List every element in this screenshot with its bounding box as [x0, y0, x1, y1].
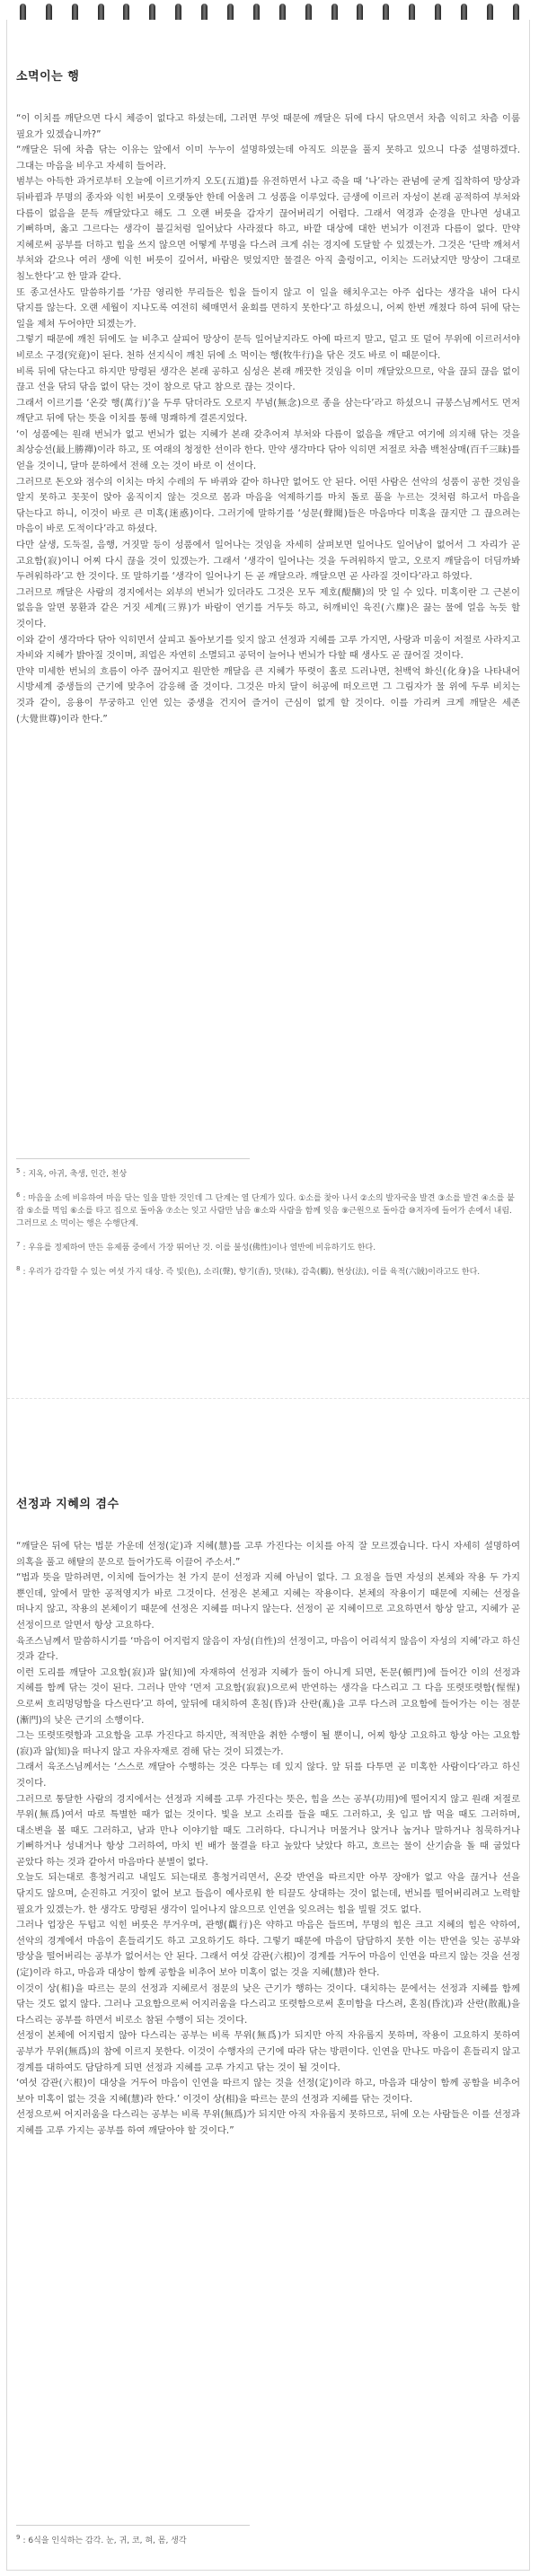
- footnote-text: : 마음을 소에 비유하여 마음 닦는 일을 말한 것인데 그 단계는 열 단계가 있다. ①소를 찾아 나서 ②소의 발자국을 발견 ③소를 발견 ④소를 붙잡 ⑤소를 먹임 ⑥소를 타고 집으로 돌아옴 ⑦소는 잊고 사람만 남음 ⑧소와 사람을 함께 잊음 ⑨근원으로 돌아감 ⑩저자에 들어가 손에서 내림. 그러므로 소 먹이는 행은 수행단계.: [16, 1194, 515, 1228]
- footnotes-section-2: [16, 2525, 520, 2555]
- paragraph: 오늘도 되는대로 흥청거리고 내일도 되는대로 흥청거리면서, 온갖 반연을 따르지만 아무 장애가 없고 악을 끊거나 선을 닦지도 않으며, 순진하고 거짓이 없어 보고 들음이 예사로워 한 티끌도 상대하는 것이 없는데, 번뇌를 떨어버리려고 노력할 필요가 있겠는가. 한 생각도 망령된 생각이 일어나지 않으므로 인연을 잊으려는 힘을 빌릴 것도 없다.: [16, 1872, 520, 1915]
- paragraph: 그래서 육조스님께서는 ‘스스로 깨달아 수행하는 것은 다투는 데 있지 않다. 앞 뒤를 다투면 곧 미혹한 사람이다’라고 하신 것이다.: [16, 1762, 520, 1789]
- paragraph: 또 종고선사도 말씀하기를 ‘가끔 영리한 무리들은 힘을 들이지 않고 이 일을 해치우고는 아주 쉽다는 생각을 내어 다시 닦지를 않는다. 오랜 세월이 지나도록 여전히 헤매면서 윤회를 면하지 못한다’고 하셨으니, 어찌 한번 깨쳤다 하여 뒤에 닦는 일을 제쳐 두어야만 되겠는가.: [16, 286, 520, 330]
- paragraph: 그러므로 통달한 사람의 경지에서는 선정과 지혜를 고루 가진다는 뜻은, 힘을 쓰는 공부(功用)에 떨어지지 않고 원래 저절로 무위(無爲)여서 따로 특별한 때가 없는 것이다. 빛을 보고 소리를 들을 때도 그러하고, 옷 입고 밥 먹을 때도 그러하며, 대소변을 볼 때도 그러하고, 남과 만나 이야기할 때도 그러하다. 다니거나 머물거나 앉거나 눕거나 말하거나 침묵하거나 기뻐하거나 성내거나 항상 그러하여, 마치 빈 배가 물결을 타고 높았다 낮았다 하고, 흐르는 물이 산기슭을 돌 때 굽었다 곧았다 하는 것과 같아서 마음마다 분별이 없다.: [16, 1793, 520, 1868]
- footnote: [16, 1165, 520, 1181]
- section-title: 선정과 지혜의 겸수: [16, 1498, 119, 1511]
- section-body: [16, 111, 520, 727]
- footnotes-section-1: [16, 1158, 520, 1287]
- section-separator: [7, 1398, 529, 1399]
- paragraph: “법과 뜻을 말하려면, 이치에 들어가는 천 가지 문이 선정과 지혜 아님이 없다. 그 요점을 들면 자성의 본체와 작용 두 가지 뿐인데, 앞에서 말한 공적영지가 바로 그것이다. 선정은 본체고 지혜는 작용이다. 본체의 작용이기 때문에 지혜는 선정을 떠나지 않고, 작용의 본체이기 때문에 선정은 지혜를 떠나지 않는다. 선정이 곧 지혜이므로 고요하면서 항상 알고, 지혜가 곧 선정이므로 알면서 항상 고요하다.: [16, 1572, 520, 1631]
- paragraph: 그러나 업장은 두텁고 익힌 버릇은 무거우며, 관행(觀行)은 약하고 마음은 들뜨며, 무명의 힘은 크고 지혜의 힘은 약하여, 선악의 경계에서 마음이 흔들리기도 하고 고요하기도 하다. 그렇기 때문에 마음이 담담하지 못한 이는 반연을 잊는 공부와 망상을 떨어버리는 공부가 없어서는 안 된다. 그래서 여섯 감관(六根)이 경계를 거두어 마음이 인연을 따르지 않는 것을 선정(定)이라 하고, 마음과 대상이 함께 공함을 비추어 보아 미혹이 없는 것을 지혜(慧)라 한다.: [16, 1920, 520, 1979]
- footnote-text: : 지옥, 아귀, 축생, 인간, 천상: [22, 1170, 128, 1179]
- paragraph: 이런 도리를 깨달아 고요함(寂)과 앎(知)에 자재하여 선정과 지혜가 둘이 아니게 되면, 돈문(頓門)에 들어간 이의 선정과 지혜를 함께 닦는 것이 된다. 그러나 만약 ‘먼저 고요함(寂寂)으로써 반연하는 생각을 다스리고 그 다음 또렷또렷함(惺惺)으로써 흐리멍덩함을 다스린다’고 하여, 앞뒤에 대치하여 혼침(昏)과 산란(亂)을 고루 다스려 고요함에 들어가는 이는 점문(漸門)의 낮은 근기의 소행이다.: [16, 1666, 520, 1726]
- paragraph: “이 이치를 깨닫으면 다시 체증이 없다고 하셨는데, 그러면 무엇 때문에 깨달은 뒤에 다시 닦으면서 차츰 익히고 차츰 이룸 필요가 있겠습니까?”: [16, 113, 520, 140]
- paragraph: 그러므로 깨달은 사람의 경지에서는 외부의 번뇌가 있더라도 그것은 모두 제호(醍醐)의 맛 일 수 있다. 미혹이란 그 근본이 없음을 알면 몽환과 같은 거짓 세계(三界)가 바람이 연기를 거두듯 하고, 허깨비인 육진(六塵)은 끓는 물에 얼음 녹듯 할 것이다.: [16, 586, 520, 629]
- footnote: [16, 1238, 520, 1254]
- section-ox-herding: [7, 20, 529, 1133]
- paragraph: 이것이 상(相)을 따르는 문의 선정과 지혜로서 점문의 낮은 근기가 행하는 것이다. 대치하는 문에서는 선정과 지혜를 함께 닦는 것도 없지 않다. 그러나 고요함으로써 어지러움을 다스리고 또렷함으로써 혼미함을 다스려, 혼침(昏沈)과 산란(散亂)을 다스리는 공부를 하면서 비로소 참된 수행이 되는 것이다.: [16, 1983, 520, 2026]
- notebook-page: [6, 20, 530, 2571]
- section-body: [16, 1539, 520, 2140]
- footnote-number: 6: [16, 1191, 21, 1199]
- paragraph: 그래서 이르기를 ‘온갖 행(萬行)’을 두루 닦더라도 오로지 무념(無念)으로 종을 삼는다’라고 하셨으니 규봉스님께서도 먼저 깨닫고 뒤에 닦는 뜻을 이치를 통해 명쾌하게 결론지었다.: [16, 397, 520, 425]
- footnote-text: : 우리가 감각할 수 있는 여섯 가지 대상. 즉 빛(色), 소리(聲), 향기(香), 맛(味), 감촉(觸), 현상(法), 이를 육적(六賊)이라고도 한다.: [22, 1268, 481, 1277]
- footnote-text: : 6식을 인식하는 감각. 눈, 귀, 코, 혀, 몸, 생각: [22, 2536, 187, 2545]
- paragraph: 다만 살생, 도둑질, 음행, 거짓말 등이 성품에서 일어나는 것임을 자세히 살펴보면 일어나도 일어남이 없어서 그 자리가 곧 고요함(寂)이니 어찌 다시 끊을 것이 있겠는가. 그래서 ‘생각이 일어나는 것을 두려워하지 말고, 오로지 깨달음이 더딤까봐 두려워하라’고 한 것이다. 또 말하기를 ‘생각이 일어나기 든 곧 깨달으라. 깨달으면 곧 사라질 것이다’라고 하였다.: [16, 540, 520, 583]
- paragraph: ‘여섯 감관(六根)이 대상을 거두어 마음이 인연을 따르지 않는 것을 선정(定)이라 하고, 마음과 대상이 함께 공함을 비추어 보아 미혹이 없는 것을 지혜(慧)라 한다.’ 이것이 상(相)을 따르는 문의 선정과 지혜를 닦는 것이다.: [16, 2078, 520, 2105]
- footnote-number: 9: [16, 2534, 21, 2541]
- footnote: [16, 2531, 520, 2547]
- paragraph: 그러므로 돈오와 점수의 이치는 마치 수레의 두 바퀴와 같아 하나만 없어도 안 된다. 어떤 사람은 선악의 성품이 공한 것임을 알지 못하고 꼿꼿이 앉아 움직이지 않는 것으로 몸과 마음을 억제하기를 마치 돌로 풀을 누르는 것처럼 하고서 마음을 닦는다고 하니, 이것이 바로 큰 미혹(迷惑)이다. 그러기에 말하기를 ‘성문(聲聞)들은 마음마다 미혹을 끊지만 그 끊으려는 마음이 바로 도적이다’라고 하셨다.: [16, 476, 520, 535]
- paragraph: ‘이 성품에는 원래 번뇌가 없고 번뇌가 없는 지혜가 본래 갖추어져 부처와 다름이 없음을 깨닫고 여기에 의지해 닦는 것을 최상승선(最上勝禪)이라 하고, 또 여래의 청정한 선이라 한다. 만약 생각마다 닦아 익히면 저절로 차츰 백천삼매(百千三昧)를 얻을 것이니, 달마 문하에서 전해 오는 것이 바로 이 선이다.: [16, 428, 520, 472]
- paragraph: 그는 또렷또렷함과 고요함을 고루 가진다고 하지만, 적적만을 취한 수행이 될 뿐이니, 어찌 항상 고요하고 항상 아는 고요함(寂)과 앎(知)을 떠나지 않고 자유자재로 겸해 닦는 것이 되겠는가.: [16, 1730, 520, 1757]
- paragraph: 선정이 본체에 어지럽지 않아 다스리는 공부는 비록 무위(無爲)가 되지만 아직 자유롭지 못하며, 작용이 고요하지 못하여 공부가 무위(無爲)의 참에 이르지 못한다. 이것이 수행자의 근기에 따라 닦는 방편이다. 인연을 만나도 마음이 흔들리지 않고 경계를 대하여도 담담하게 되면 선정과 지혜를 고루 가지고 닦는 것이 될 것이다.: [16, 2030, 520, 2073]
- paragraph: “깨달은 뒤에 닦는 법문 가운데 선정(定)과 지혜(慧)를 고루 가진다는 이치를 아직 잘 모르겠습니다. 다시 자세히 설명하여 의혹을 풀고 해탈의 문으로 들어가도록 이끌어 주소서.”: [16, 1541, 520, 1568]
- footnote: [16, 1262, 520, 1279]
- paragraph: 만약 미세한 번뇌의 흐름이 아주 끊어지고 원만한 깨달음 큰 지혜가 뚜렷이 홀로 드러나면, 천백억 화신(化身)을 나타내어 시방세계 중생들의 근기에 맞추어 감응해 줄 것이다. 그것은 마치 달이 허공에 떠오르면 그 그림자가 물 위에 두루 비치는 것과 같이, 응용이 무궁하고 인연 있는 중생을 건지어 즐거이 근심이 없게 할 것이다. 이를 가리켜 크게 깨달은 세존(大覺世尊)이라 한다.”: [16, 665, 520, 725]
- paragraph: 비록 뒤에 닦는다고 하지만 망령된 생각은 본래 공하고 심성은 본래 깨끗한 것임을 이미 깨달았으므로, 악을 끊되 끊음 없이 끊고 선을 닦되 닦음 없이 닦는 것이 참으로 닦고 참으로 끊는 것이다.: [16, 365, 520, 393]
- footnote-divider: [16, 2525, 250, 2526]
- paragraph: 그렇기 때문에 깨친 뒤에도 늘 비추고 살피어 망상이 문득 일어날지라도 아예 따르지 말고, 덜고 또 덜어 무위에 이르러서야 비로소 구경(究竟)이 된다. 천하 선지식이 깨친 뒤에 소 먹이는 행(牧牛行)을 닦은 것도 바로 이 때문이다.: [16, 334, 520, 361]
- paragraph: 선정으로써 어지러움을 다스리는 공부는 비록 무위(無爲)가 되지만 아직 자유롭지 못하므로, 뒤에 오는 사람들은 이를 선정과 지혜를 고루 가지는 공부를 하여 깨달아야 할 것이다.”: [16, 2109, 520, 2136]
- footnote-number: 8: [16, 1265, 21, 1272]
- footnote-text: : 우유를 정제하여 만든 유제품 중에서 가장 뛰어난 것. 이를 불성(佛性)이나 열반에 비유하기도 한다.: [22, 1244, 376, 1253]
- footnote-number: 7: [16, 1241, 21, 1248]
- paragraph: 이와 같이 생각마다 닦아 익히면서 살피고 돌아보기를 잊지 않고 선정과 지혜를 고루 가지면, 사랑과 미움이 저절로 사라지고 자비와 지혜가 밝아질 것이며, 죄업은 자연히 소멸되고 공덕이 늘어나 번뇌가 다할 때 생사도 곧 끊어질 것이다.: [16, 634, 520, 662]
- footnote: [16, 1189, 520, 1230]
- section-title: 소멱이는 행: [16, 70, 80, 84]
- paragraph: “깨달은 뒤에 차츰 닦는 이유는 앞에서 이미 누누이 설명하였는데 아직도 의문을 풀지 못하고 있으니 다중 설명하겠다. 그대는 마음을 비우고 자세히 들어라.: [16, 145, 520, 171]
- footnote-divider: [16, 1158, 250, 1159]
- section-samadhi-prajna: [7, 1447, 529, 2570]
- paragraph: 육조스님께서 말씀하시기를 ‘마음이 어지럽지 않음이 자성(自性)의 선정이고, 마음이 어리석지 않음이 자성의 지혜’라고 하신 것과 같다.: [16, 1635, 520, 1663]
- footnote-number: 5: [16, 1167, 21, 1174]
- paragraph: 범부는 아득한 과거로부터 오늘에 이르기까지 오도(五道)를 유전하면서 나고 죽을 때 ‘나’라는 관념에 굳게 집착하여 망상과 뒤바뀜과 무명의 종자와 익힌 버릇이 오랫동안 한데 어울려 그 성품을 이루었다. 금생에 이르러 자성이 본래 공적하여 부처와 다름이 없음을 문득 깨달았다고 해도 그 오랜 버릇을 갑자기 끊어버리기 어렵다. 그래서 역경과 순경을 만나면 성내고 기뻐하며, 옳고 그르다는 생각이 불길처럼 일어났다 사라졌다 하고, 바깥 대상에 대한 번뇌가 이전과 다름이 없다. 만약 지혜로써 공부를 더하고 힘을 쓰지 않으면 어떻게 무명을 다스려 크게 쉬는 경지에 도달할 수 있겠는가. 그것은 ‘단박 깨쳐서 부처와 같으나 여러 생에 익힌 버릇이 깊어서, 바람은 멎었지만 물결은 아직 출렁이고, 이치는 드러났지만 망상이 그대로 침노한다’고 한 말과 같다.: [16, 176, 520, 282]
